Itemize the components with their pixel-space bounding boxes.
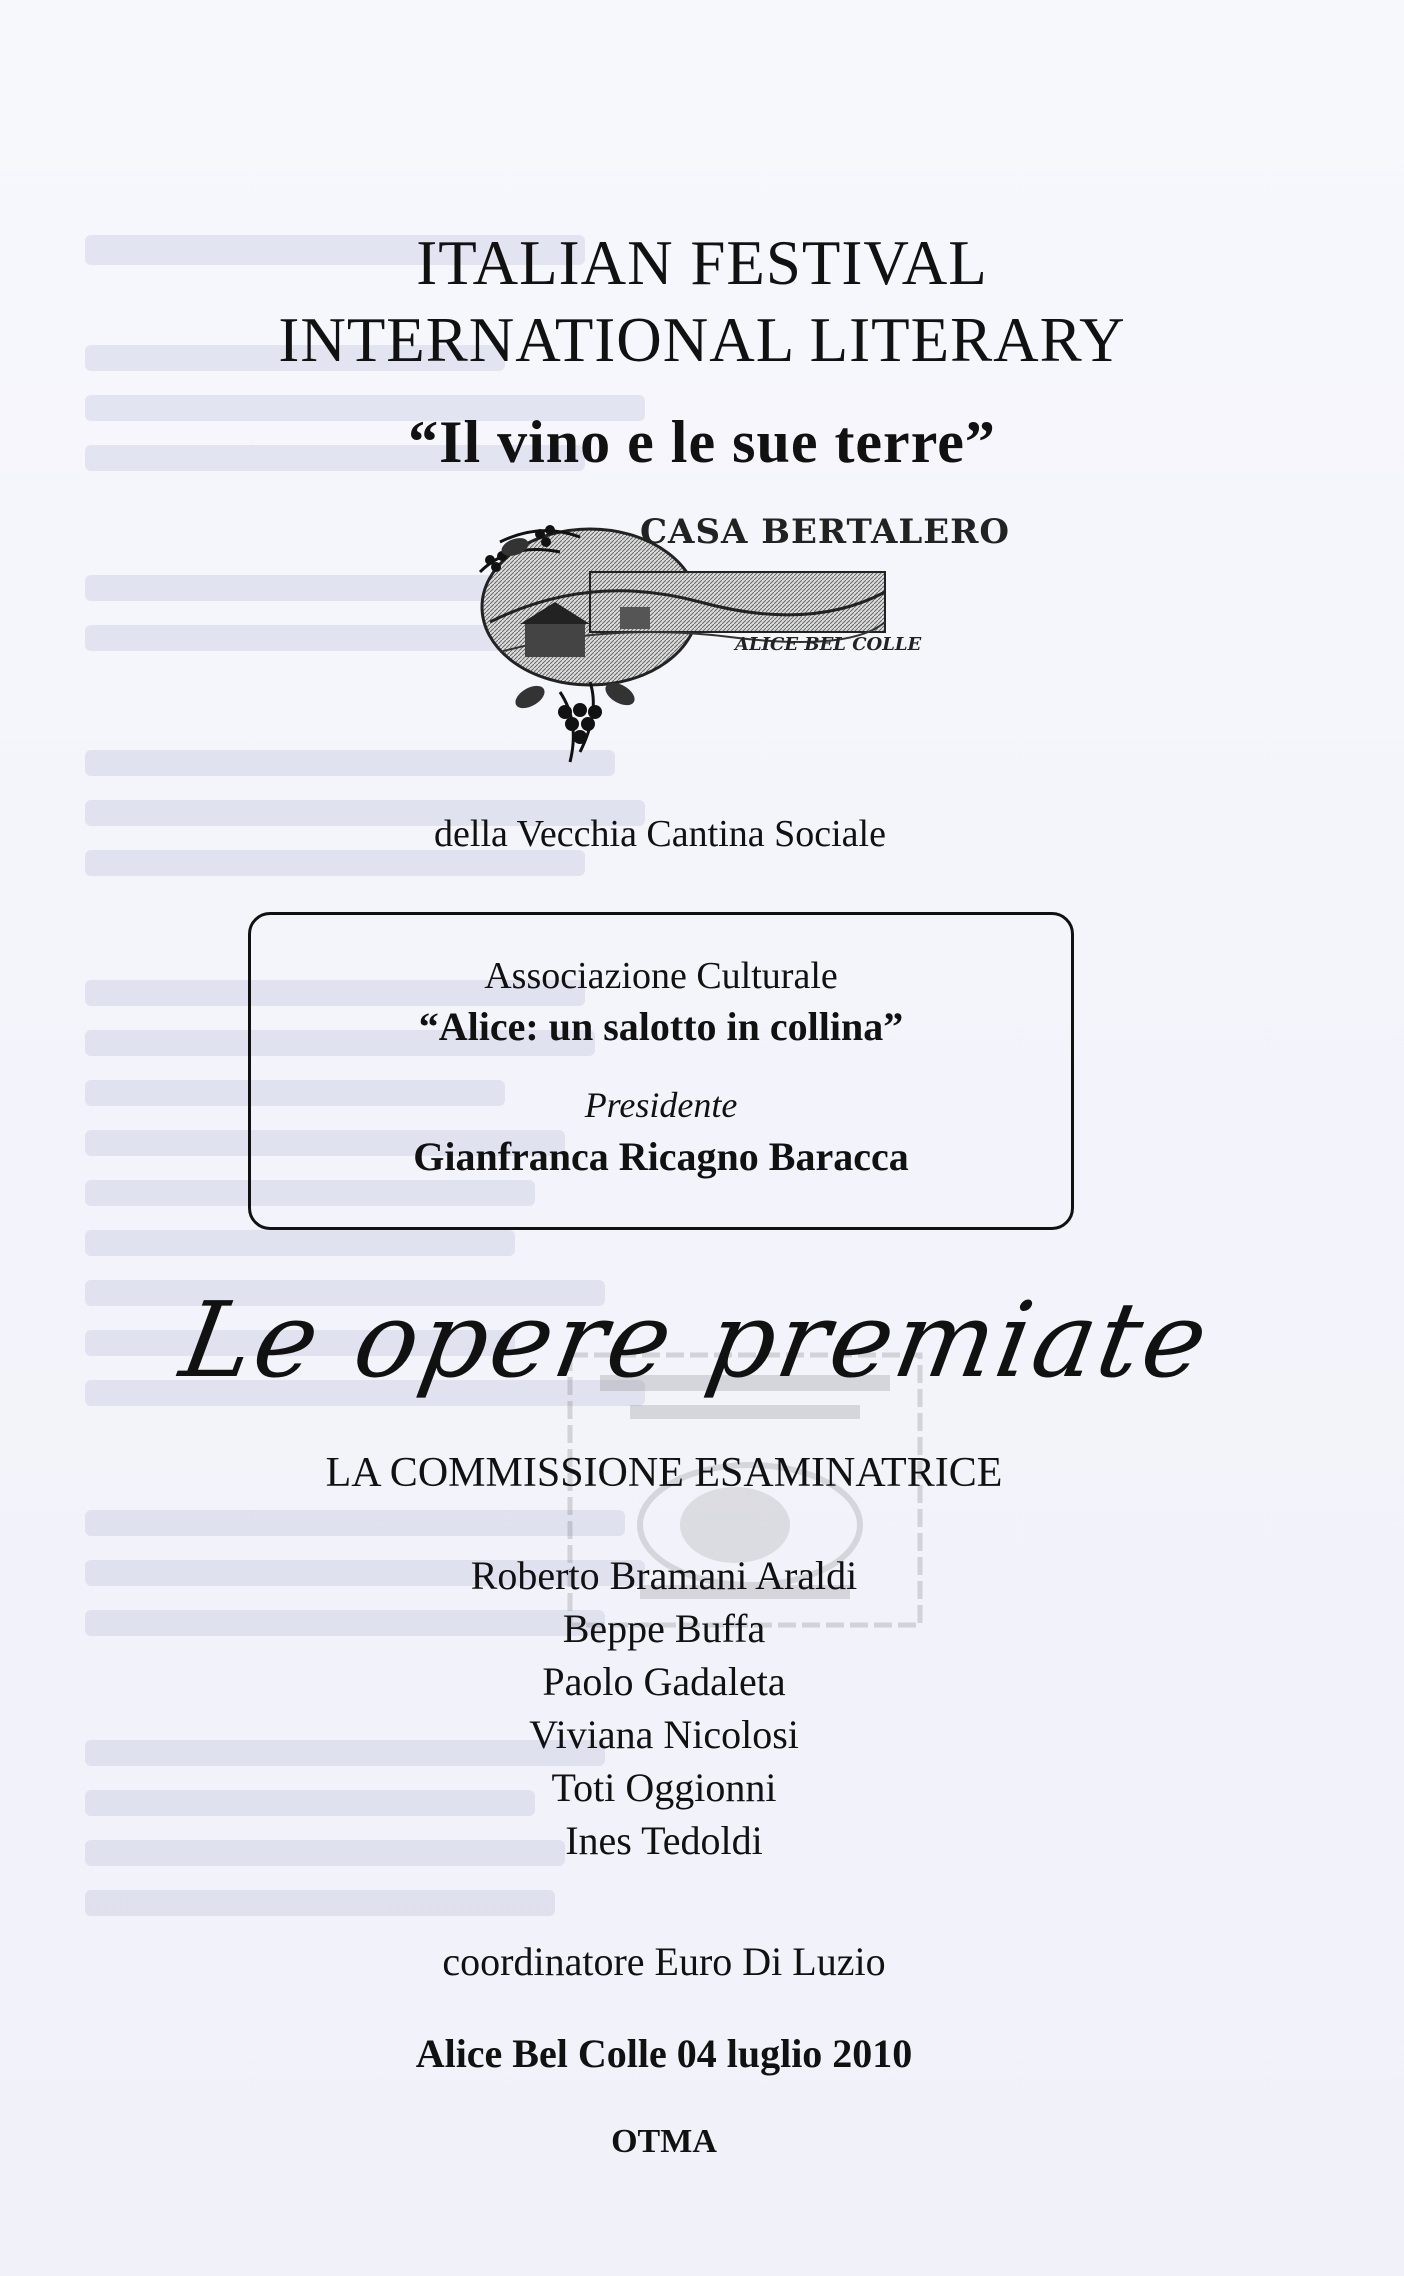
event-place-date: Alice Bel Colle 04 luglio 2010 [415, 2031, 913, 2076]
list-item: Beppe Buffa [562, 1606, 766, 1651]
association-box [248, 912, 1074, 1230]
list-item: Viviana Nicolosi [529, 1712, 799, 1757]
list-item: Toti Oggionni [551, 1765, 777, 1810]
list-item: Ines Tedoldi [565, 1818, 763, 1863]
list-item: Roberto Bramani Araldi [470, 1553, 858, 1598]
list-item: Paolo Gadaleta [542, 1659, 786, 1704]
association-name: “Alice: un salotto in collina” [418, 1004, 904, 1049]
logo-place: ALICE BEL COLLE [735, 634, 922, 655]
association-role: Presidente [584, 1085, 738, 1125]
commission-title: LA COMMISSIONE ESAMINATRICE [325, 1450, 1003, 1496]
publisher-name: OTMA [611, 2123, 717, 2160]
association-president: Gianfranca Ricagno Baracca [413, 1134, 909, 1179]
cantina-caption: della Vecchia Cantina Sociale [434, 813, 886, 855]
coordinator-line: coordinatore Euro Di Luzio [442, 1939, 886, 1984]
festival-title-line2: INTERNATIONAL LITERARY [278, 305, 1126, 375]
association-label: Associazione Culturale [484, 955, 838, 997]
logo-name: CASA BERTALERO [640, 512, 1011, 552]
festival-subtitle: “Il vino e le sue terre” [408, 409, 996, 475]
casa-bertalero-logo [470, 512, 1011, 782]
awards-title: Le opere premiate [172, 1279, 1220, 1401]
festival-title-line1: ITALIAN FESTIVAL [416, 228, 988, 298]
